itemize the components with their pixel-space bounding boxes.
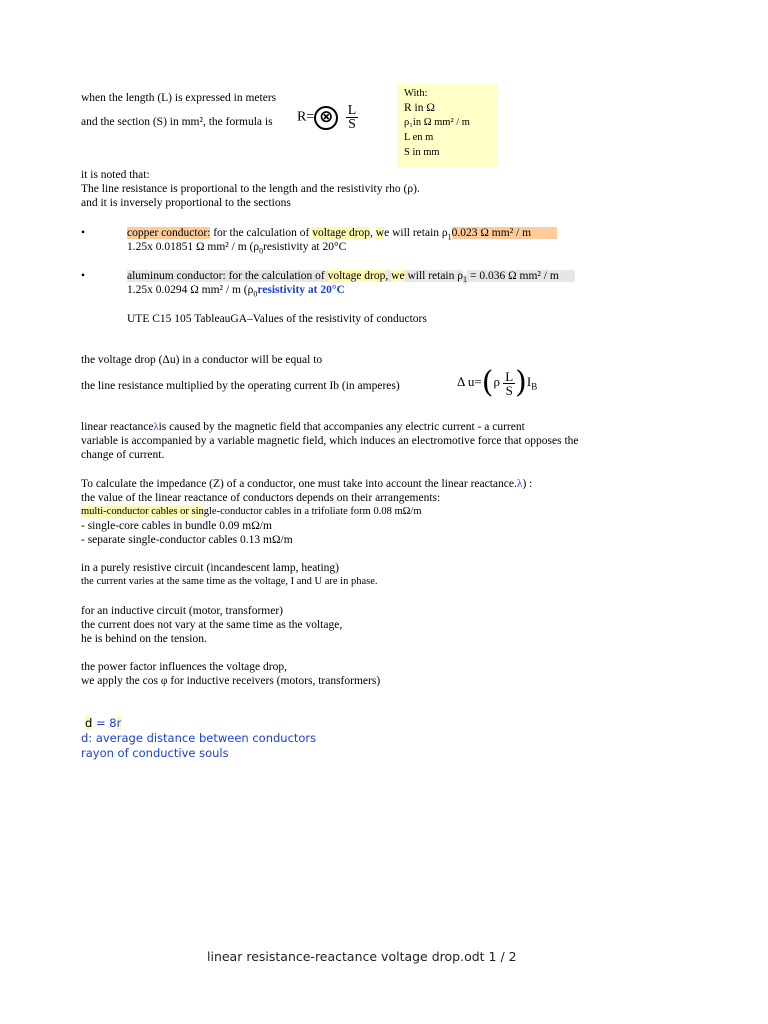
power-factor-line: the power factor influences the voltage drop, [81,661,287,673]
multiply-circle-icon: ⊗ [314,106,338,130]
impedance-line: - single-core cables in bundle 0.09 mΩ/m [81,520,272,532]
copper-resistivity-value: 0.023 Ω mm² / m [452,227,557,239]
impedance-line: - separate single-conductor cables 0.13 mΩ/m [81,534,293,546]
units-legend-item: S in mm [404,147,440,158]
aluminum-label: aluminum conductor: [127,270,226,282]
formula-current-subscript: B [531,381,538,392]
aluminum-resistivity-line: 1.25x 0.0294 Ω mm² / m ($\rho_0resistivity$ at 20°C [127,284,345,299]
voltage-drop-formula: Δ u=(ρ $\frac{L}{S}$ )$I_B$ [457,365,538,400]
note-line: and it is inversely proportional to the sections [81,197,291,209]
distance-formula: d = 8r [85,716,122,730]
resistive-line: the current varies at the same time as the voltage, I and U are in phase. [81,576,378,587]
radius-definition: rayon of conductive souls [81,746,229,760]
formula-r: R= [297,109,315,125]
resistive-line: in a purely resistive circuit (incandescent lamp, heating) [81,562,340,574]
reactance-line: linear reactanceλis caused by the magnetic field that accompanies any electric current - a current [81,421,525,433]
page-footer: linear resistance-reactance voltage drop.odt 1 / 2 [207,949,517,964]
impedance-line: the value of the linear reactance of conductors depends on their arrangements: [81,492,441,504]
units-legend-item: R in Ω [404,102,435,114]
inductive-line: the current does not vary at the same time as the voltage, [81,619,343,631]
resistance-formula [297,104,358,131]
inductive-line: he is behind on the tension. [81,633,207,645]
formula-current: I [526,373,532,389]
bullet-dot: • [81,227,86,239]
units-legend-box [397,84,498,168]
copper-resistivity-line: 1.25x 0.01851 Ω mm² / m ($\rho_0resistivity$ at 20°C [127,241,347,256]
units-legend-title: With: [404,88,428,99]
intro-line-2: and the section (S) in mm², the formula is [81,116,273,128]
voltage-drop-line: the voltage drop (Δu) in a conductor will be equal to [81,354,323,366]
formula-rho: ρ [493,373,500,389]
voltage-drop-line: the line resistance multiplied by the operating current Ib (in amperes) [81,380,400,392]
aluminum-resistivity-value: = 0.036 Ω mm² / m [467,270,575,282]
note-line: The line resistance is proportional to the length and the resistivity rho (ρ). [81,183,420,195]
formula-numerator: L [505,368,514,384]
lambda-symbol: λ [516,478,523,490]
voltage-drop-term: voltage drop [312,227,371,239]
formula-fraction [346,104,359,131]
units-legend-item: L en m [404,132,434,143]
impedance-line: To calculate the impedance (Z) of a conductor, one must take into account the linear reactance.λ) : [81,478,533,490]
units-legend-item: ρ₁in Ω mm² / m [404,117,470,128]
impedance-line: multi-conductor cables or single-conductor cables in a trifoliate form 0.08 mΩ/m [81,506,422,517]
formula-lhs: Δ u= [457,373,482,389]
formula-denominator: S [348,117,356,132]
note-line: it is noted that: [81,169,150,181]
intro-line-1: when the length (L) is expressed in meters [81,92,277,104]
copper-label: copper conductor: [127,227,211,239]
reactance-line: variable is accompanied by a variable magnetic field, which induces an electromotive force that opposes the [81,435,579,447]
formula-numerator: L [347,103,357,118]
power-factor-line: we apply the cos φ for inductive receivers (motors, transformers) [81,675,381,687]
voltage-drop-term: voltage drop [327,270,386,282]
lambda-symbol: λ [153,422,159,433]
distance-definition: d: average distance between conductors [81,731,317,745]
copper-conductor-line: copper conductor: for the calculation of voltage drop, we will retain $\rho_10.023$ Ω mm² / m [127,227,557,241]
bullet-dot: • [81,270,86,282]
reactance-line: change of current. [81,449,165,461]
formula-denominator: S [505,382,513,398]
aluminum-conductor-line: aluminum conductor: for the calculation of voltage drop, we will retain $\rho_1 = 0.036$ Ω mm² / m [127,270,575,284]
formula-fraction [503,370,515,397]
ute-reference: UTE C15 105 TableauGA–Values of the resistivity of conductors [127,313,427,325]
inductive-line: for an inductive circuit (motor, transformer) [81,605,283,617]
